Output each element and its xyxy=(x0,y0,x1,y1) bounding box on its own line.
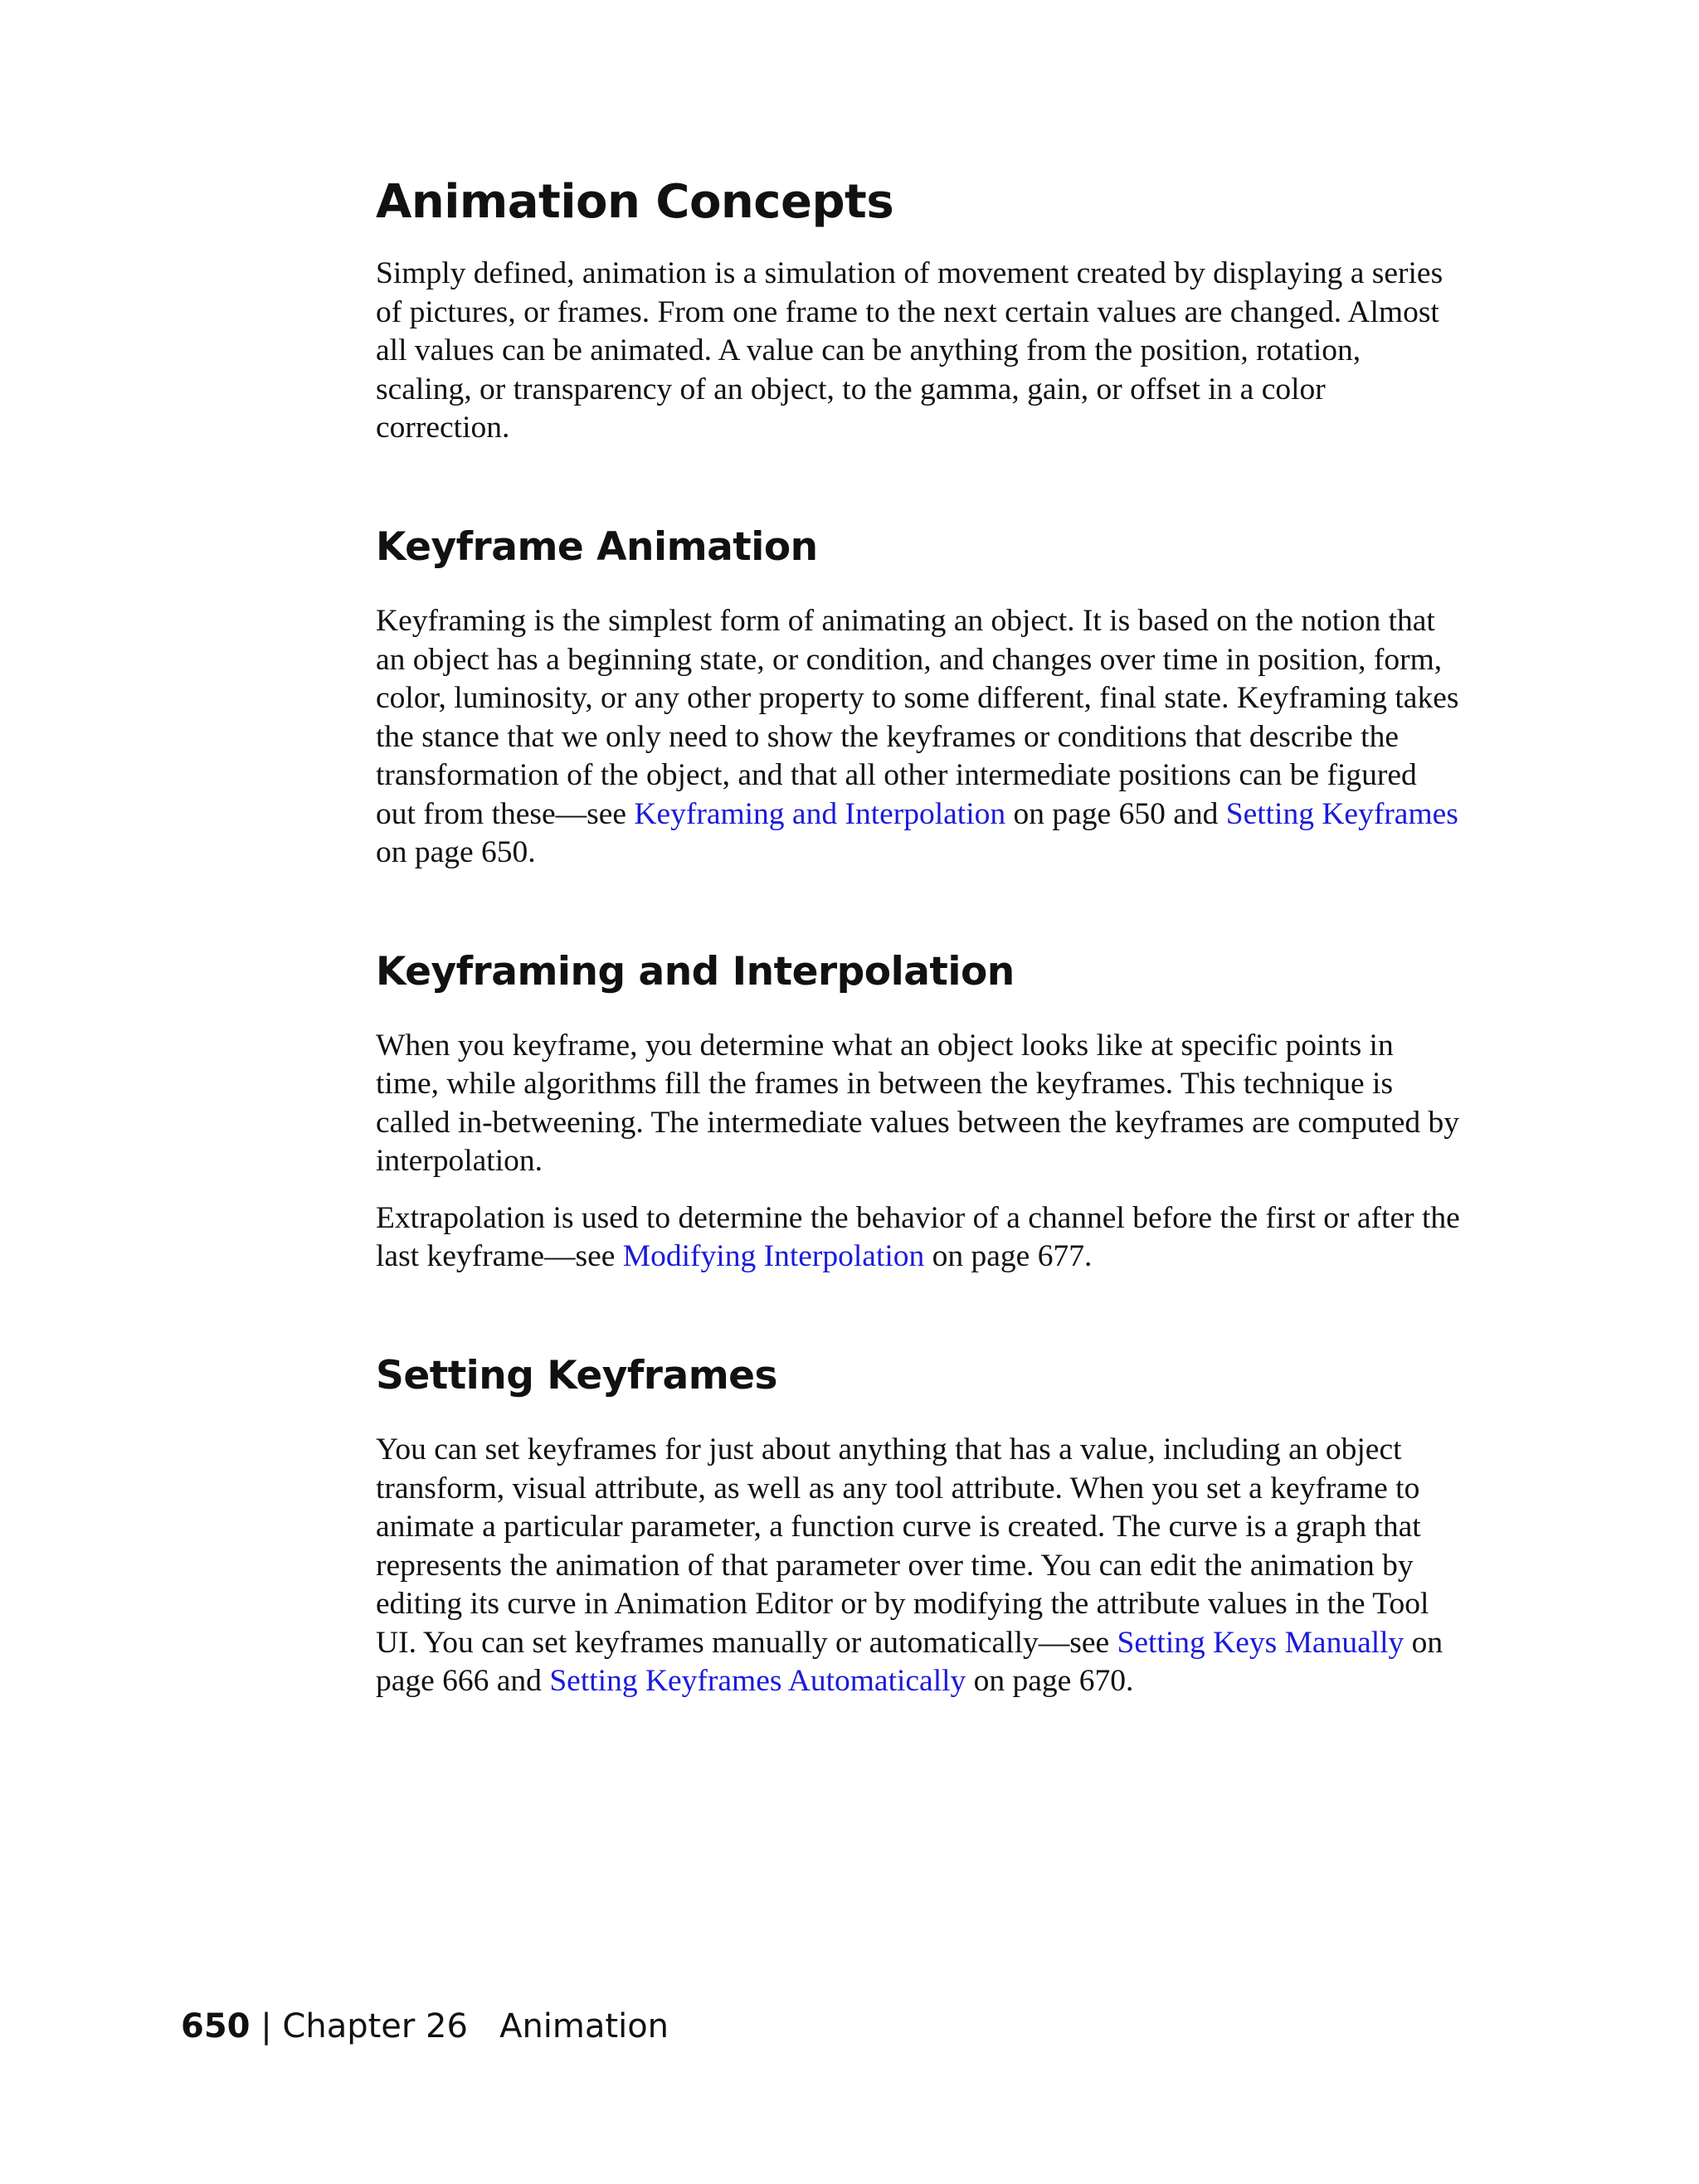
paragraph-text: on page 650. xyxy=(376,835,536,870)
paragraph-text: Extrapolation is used to determine the behavior of a channel before the first or after the last keyframe—see xyxy=(376,1200,1460,1274)
paragraph-setting-keyframes xyxy=(376,1431,1463,1701)
link-keyframing-and-interpolation[interactable]: Keyframing and Interpolation xyxy=(634,796,1006,831)
page-footer xyxy=(181,2007,669,2045)
heading-keyframe-animation: Keyframe Animation xyxy=(376,523,818,570)
paragraph-interpolation-2 xyxy=(376,1199,1463,1277)
page-content xyxy=(376,174,1463,1701)
paragraph-text: on page 670. xyxy=(966,1664,1134,1699)
paragraph-text: on page 666 and xyxy=(376,1625,1443,1699)
paragraph-animation-concepts: Simply defined, animation is a simulation of movement created by displaying a series of pictures, or frames. From one frame to the next certain values are changed. Almost all values can be animated. A value can be anything from the position, rotation, scaling, or transparency of an object, to the gamma, gain, or offset in a color correction. xyxy=(376,256,1443,445)
paragraph-text: You can set keyframes for just about anything that has a value, including an object transform, visual attribute, as well as any tool attribute. When you set a keyframe to animate a particular parameter, a function curve is created. The curve is a graph that represents the animation of that parameter over time. You can edit the animation by editing its curve in Animation Editor or by modifying the attribute values in the Tool UI. You can set keyframes manually or automatically—see xyxy=(376,1432,1429,1660)
section-keyframe-animation xyxy=(376,524,1463,873)
section-keyframing-and-interpolation xyxy=(376,949,1463,1277)
section-animation-concepts xyxy=(376,174,1463,448)
paragraph-interpolation-1: When you keyframe, you determine what an object looks like at specific points in time, while algorithms fill the frames in between the keyframes. This technique is called in-betweening. The intermediate values between the keyframes are computed by interpolation. xyxy=(376,1028,1460,1179)
page-number: 650 xyxy=(181,2007,251,2045)
heading-setting-keyframes: Setting Keyframes xyxy=(376,1352,778,1398)
link-setting-keyframes-automatically[interactable]: Setting Keyframes Automatically xyxy=(549,1664,966,1699)
footer-separator: | xyxy=(250,2007,283,2045)
chapter-label: Chapter 26 Animation xyxy=(282,2007,669,2045)
paragraph-text: on page 650 and xyxy=(1005,796,1226,831)
section-setting-keyframes xyxy=(376,1353,1463,1701)
link-setting-keys-manually[interactable]: Setting Keys Manually xyxy=(1117,1625,1404,1660)
link-modifying-interpolation[interactable]: Modifying Interpolation xyxy=(622,1239,925,1274)
paragraph-text: on page 677. xyxy=(924,1239,1093,1274)
link-setting-keyframes[interactable]: Setting Keyframes xyxy=(1225,796,1458,831)
heading-keyframing-and-interpolation: Keyframing and Interpolation xyxy=(376,948,1015,995)
paragraph-keyframe-animation xyxy=(376,602,1463,873)
heading-animation-concepts: Animation Concepts xyxy=(376,175,894,229)
paragraph-text: Keyframing is the simplest form of animating an object. It is based on the notion that an object has a beginning state, or condition, and changes over time in position, form, color, luminosity, or any other property to some different, final state. Keyframing takes the stance that we only need to show the keyframes or conditions that describe the transformation of the object, and that all other intermediate positions can be figured out from these—see xyxy=(376,604,1459,831)
